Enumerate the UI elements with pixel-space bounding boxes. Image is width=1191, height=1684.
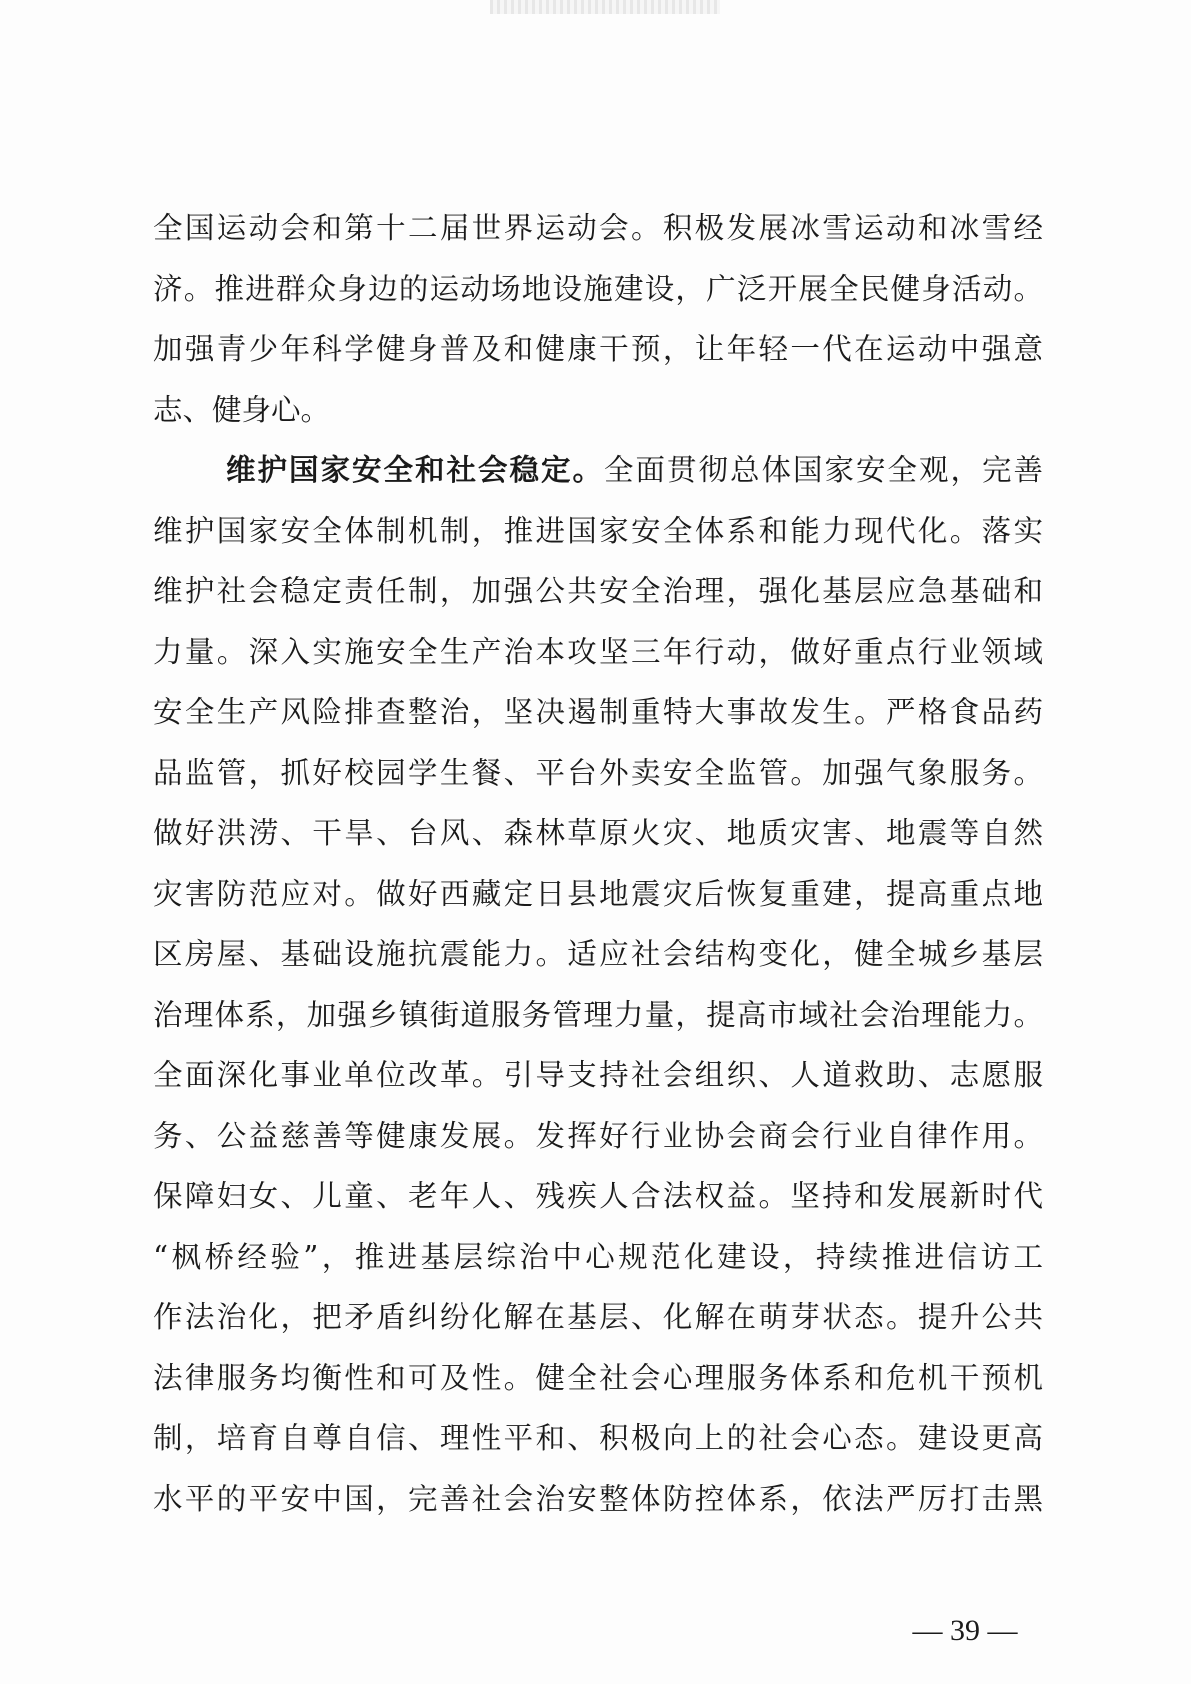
text-line-first	[153, 440, 1043, 501]
body-text	[153, 198, 1043, 1529]
text-line: 维护国家安全体制机制，推进国家安全体系和能力现代化。落实	[153, 513, 1043, 548]
text-line: 济。推进群众身边的运动场地设施建设，广泛开展全民健身活动。	[153, 271, 1043, 306]
text-line: 水平的平安中国，完善社会治安整体防控体系，依法严厉打击黑	[153, 1481, 1043, 1516]
paragraph-sports	[153, 198, 1043, 440]
text-line: 全面深化事业单位改革。引导支持社会组织、人道救助、志愿服	[153, 1058, 1043, 1092]
text-line: 灾害防范应对。做好西藏定日县地震灾后恢复重建，提高重点地	[153, 876, 1043, 911]
text-run: 全面贯彻总体国家安全观，完善	[604, 453, 1043, 487]
scan-artifact	[490, 0, 720, 14]
text-line: 法律服务均衡性和可及性。健全社会心理服务体系和危机干预机	[153, 1360, 1043, 1395]
text-line: 安全生产风险排查整治，坚决遏制重特大事故发生。严格食品药	[153, 695, 1043, 729]
text-line: 区房屋、基础设施抗震能力。适应社会结构变化，健全城乡基层	[153, 937, 1043, 971]
page-number: — 39 —	[912, 1614, 1018, 1647]
text-line: “枫桥经验”，推进基层综治中心规范化建设，持续推进信访工	[153, 1239, 1043, 1274]
text-line: 全国运动会和第十二届世界运动会。积极发展冰雪运动和冰雪经	[153, 211, 1043, 245]
text-line: 力量。深入实施安全生产治本攻坚三年行动，做好重点行业领域	[153, 634, 1043, 669]
text-line: 作法治化，把矛盾纠纷化解在基层、化解在萌芽状态。提升公共	[153, 1300, 1043, 1334]
text-line: 品监管，抓好校园学生餐、平台外卖安全监管。加强气象服务。	[153, 755, 1043, 790]
text-line: 做好洪涝、干旱、台风、森林草原火灾、地质灾害、地震等自然	[153, 816, 1043, 850]
paragraph-security	[153, 440, 1043, 1529]
text-line: 维护社会稳定责任制，加强公共安全治理，强化基层应急基础和	[153, 574, 1043, 608]
text-line: 务、公益慈善等健康发展。发挥好行业协会商会行业自律作用。	[153, 1118, 1043, 1153]
paragraph-heading: 维护国家安全和社会稳定。	[226, 452, 604, 487]
text-line: 志、健身心。	[153, 392, 331, 427]
text-line: 制，培育自尊自信、理性平和、积极向上的社会心态。建设更高	[153, 1421, 1043, 1455]
text-line: 治理体系，加强乡镇街道服务管理力量，提高市域社会治理能力。	[153, 997, 1043, 1032]
text-line: 加强青少年科学健身普及和健康干预，让年轻一代在运动中强意	[153, 332, 1043, 366]
text-line: 保障妇女、儿童、老年人、残疾人合法权益。坚持和发展新时代	[153, 1179, 1043, 1213]
